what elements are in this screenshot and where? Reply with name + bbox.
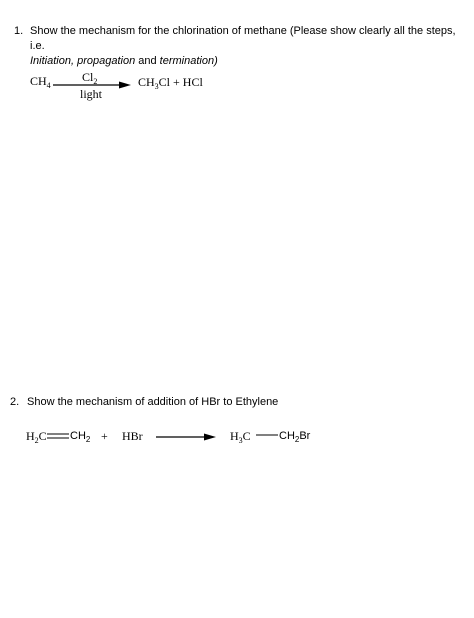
eq2-single-bond: [256, 433, 280, 437]
question-2: [10, 395, 460, 410]
eq2-plus: +: [101, 429, 108, 443]
eq1-products: $CH_3Cl$ + HCl: [138, 75, 203, 91]
eq1-reagent-top: $Cl_2$: [82, 70, 98, 86]
eq2-double-bond: [47, 432, 71, 440]
question-2-number: 2.: [10, 396, 20, 408]
question-1-italic-termination: termination): [159, 55, 218, 67]
eq2-ch2: $CH_2$: [70, 430, 91, 444]
question-1-italic-initiation: Initiation, propagation: [30, 55, 136, 67]
question-1-and: and: [135, 55, 160, 67]
question-1-text: Show the mechanism for the chlorination of methane (Please show clearly all the steps, i.e.: [30, 25, 456, 52]
eq2-h2c: $H_2C$: [26, 429, 47, 445]
eq1-reagent-bottom: light: [80, 87, 103, 101]
eq2-reaction-arrow: [156, 432, 218, 442]
question-1: [14, 24, 464, 69]
eq2-h3c: $H_3C$: [230, 429, 251, 445]
eq2-ch2br: $CH_2Br$: [279, 430, 311, 444]
eq1-reactant: $CH_4$: [30, 74, 51, 90]
question-2-text: Show the mechanism of addition of HBr to Ethylene: [27, 396, 279, 408]
question-1-text-line2: [30, 55, 218, 67]
question-1-number: 1.: [14, 25, 24, 37]
eq2-hbr: HBr: [122, 429, 143, 443]
